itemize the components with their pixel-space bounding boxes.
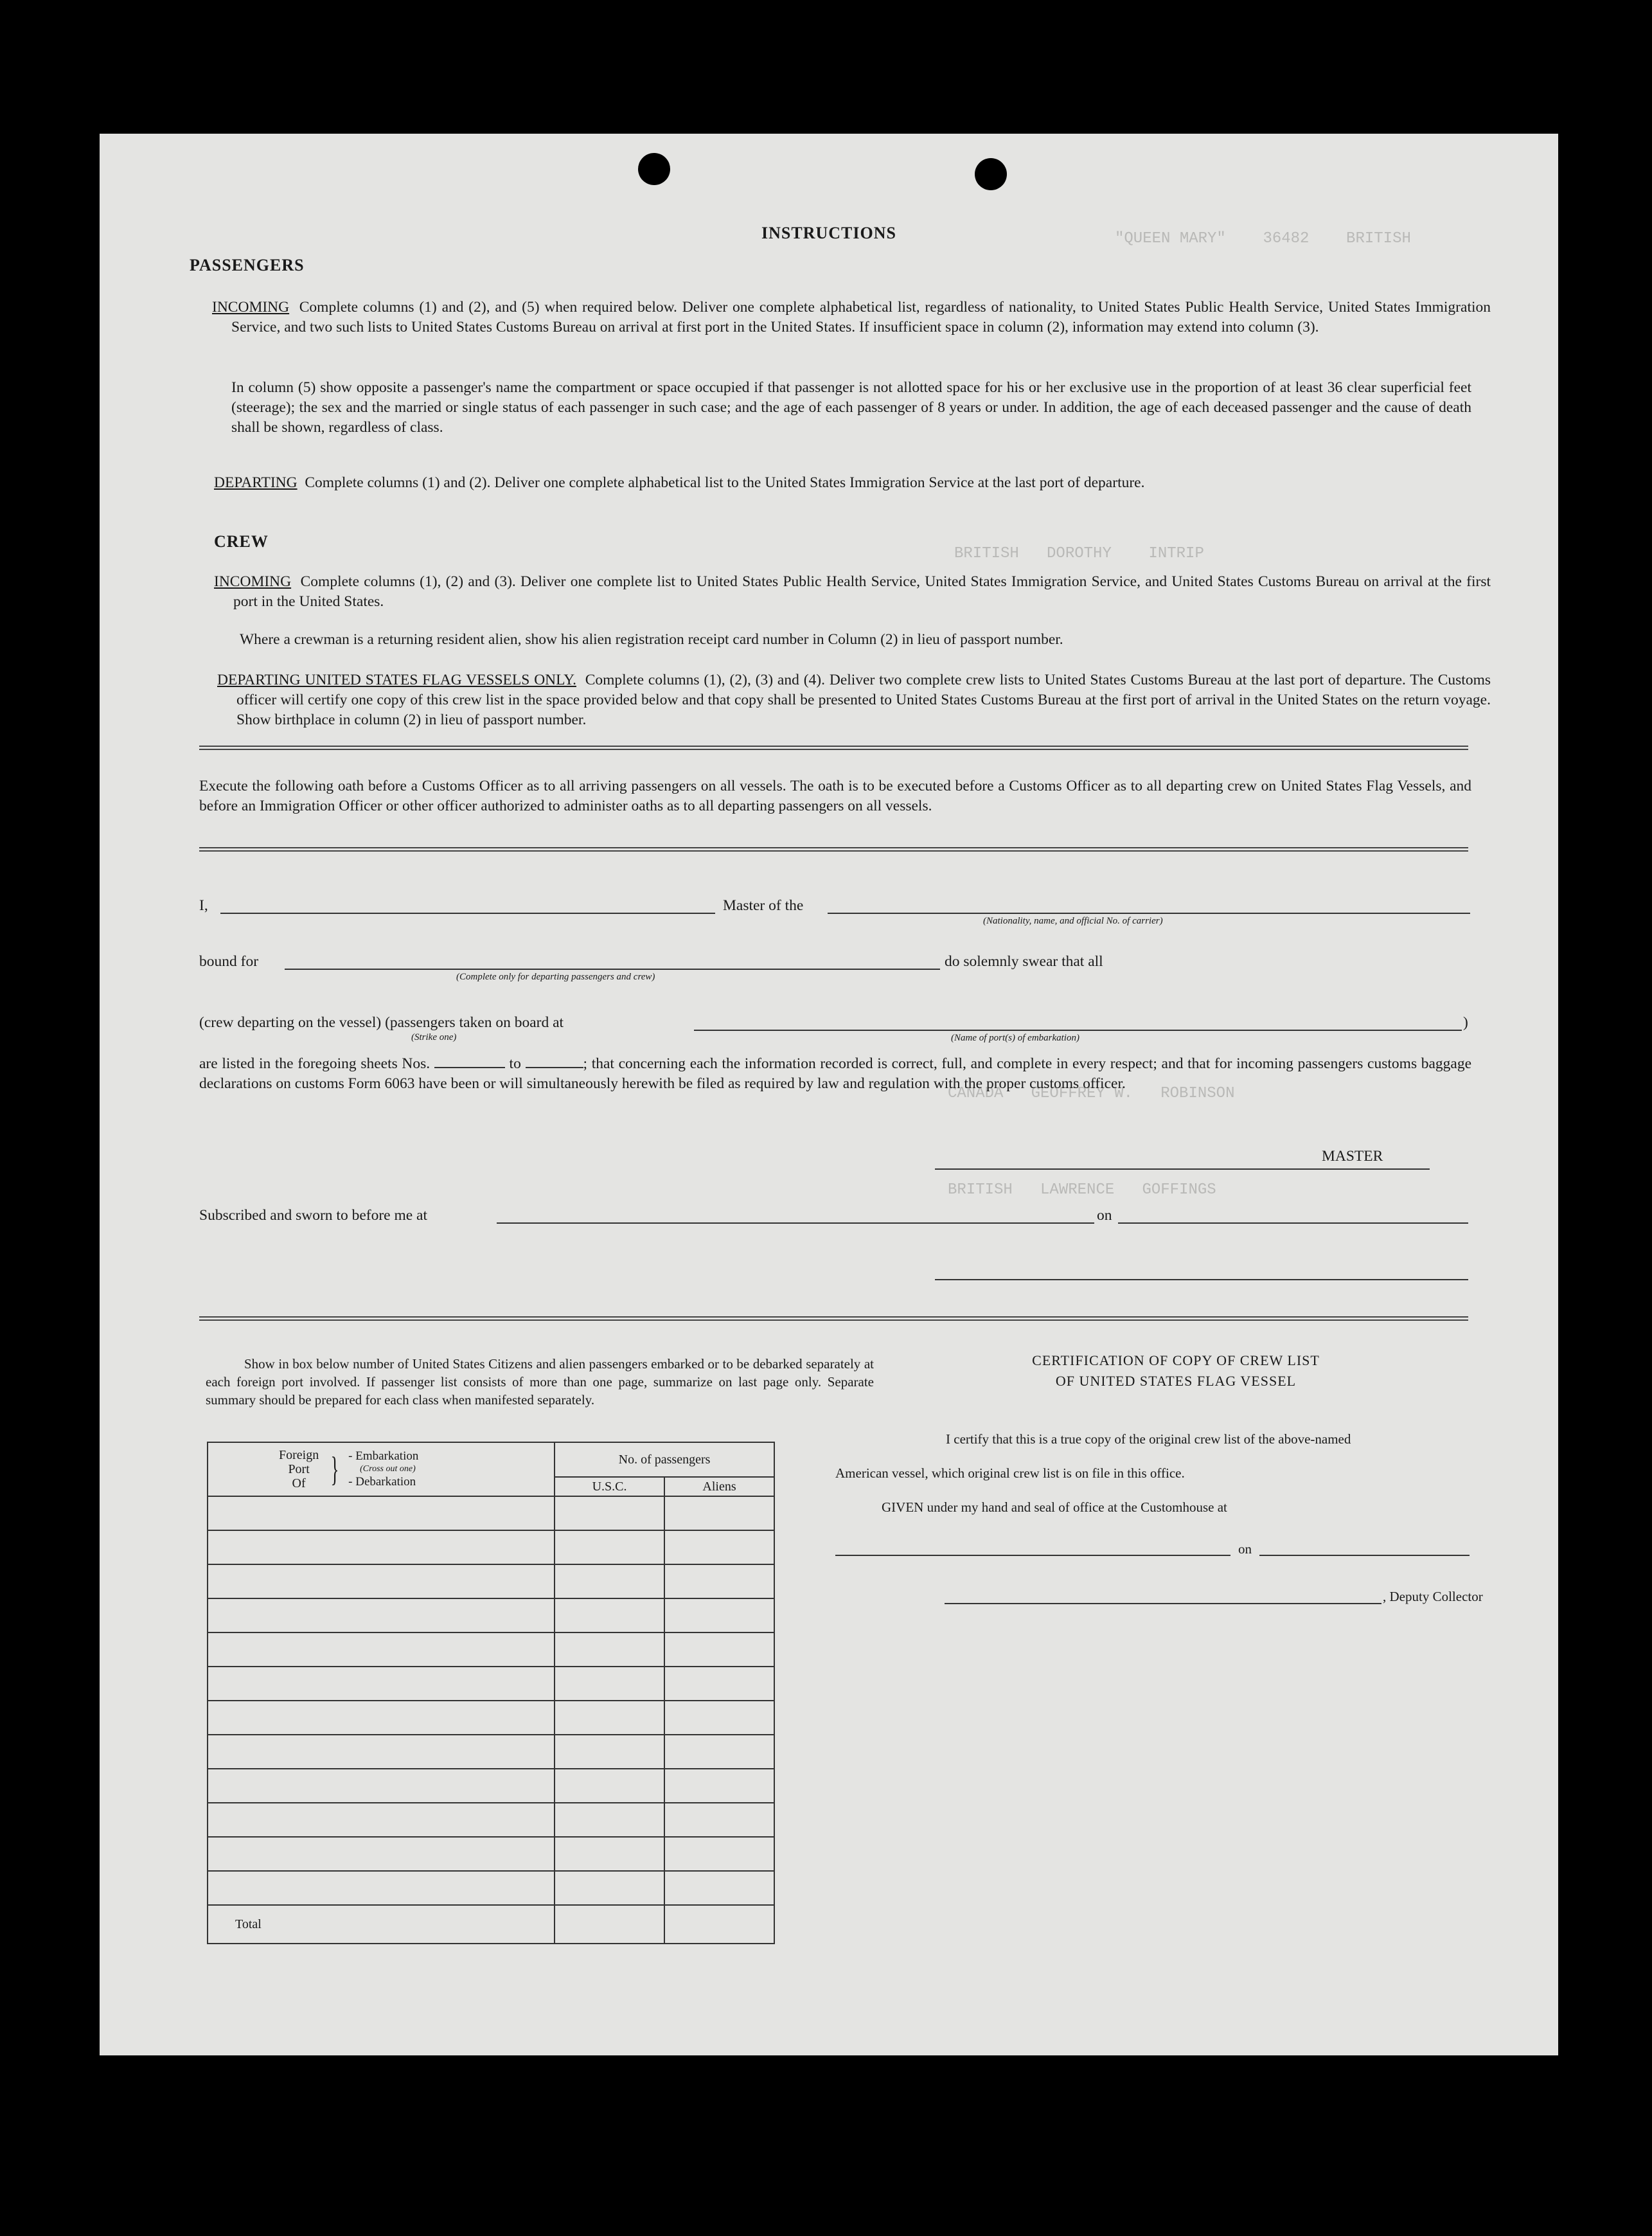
foreign-label: Foreign [279, 1448, 319, 1462]
usc-cell[interactable] [555, 1530, 664, 1564]
aliens-cell[interactable] [664, 1769, 774, 1803]
certification-title-line2: OF UNITED STATES FLAG VESSEL [1055, 1373, 1297, 1389]
usc-cell[interactable] [555, 1701, 664, 1735]
embark-debark-options [348, 1450, 418, 1489]
embarkation-port-field[interactable] [694, 1030, 1462, 1031]
aliens-cell[interactable] [664, 1496, 774, 1530]
listed-label: are listed in the foregoing sheets Nos. [199, 1055, 431, 1072]
usc-cell[interactable] [555, 1496, 664, 1530]
carrier-caption: (Nationality, name, and official No. of carrier) [983, 916, 1163, 926]
master-name-field[interactable] [220, 913, 715, 914]
oath-intro: Execute the following oath before a Customs Officer as to all arriving passengers on all vessels. The oath is to be executed before a Customs Officer as to all departing crew on United States Flag Vessels, and before an Immigration Officer or other officer authorized to administer oaths as to all departing passengers on all vessels. [199, 778, 1471, 814]
port-label: Port [288, 1462, 310, 1476]
total-label: Total [208, 1905, 555, 1944]
crew-incoming-text: Complete columns (1), (2) and (3). Deliver one complete list to United States Public Health Service, United States Immigration Service, and United States Customs Bureau on arrival at the first port in the United States. [233, 573, 1491, 610]
usc-cell[interactable] [555, 1735, 664, 1769]
subscribed-date-field[interactable] [1118, 1222, 1468, 1224]
bleed-through-text: CANADA GEOFFREY W. ROBINSON [948, 1085, 1235, 1102]
usc-cell[interactable] [555, 1871, 664, 1905]
crew-heading: CREW [214, 532, 269, 551]
master-label: MASTER [1322, 1148, 1383, 1165]
crew-departing-label: (crew departing on the vessel) (passengers taken on board at [199, 1014, 564, 1031]
port-header-cell [208, 1442, 555, 1496]
summary-caption: Show in box below number of United States Citizens and alien passengers embarked or to be debarked separately at each foreign port involved. If passenger list consists of more than one page, summarize on last page only. Separate summary should be prepared for each class when manifested separately. [206, 1356, 874, 1408]
carrier-field[interactable] [828, 913, 1470, 914]
deputy-collector-label: , Deputy Collector [1383, 1589, 1483, 1604]
aliens-cell[interactable] [664, 1598, 774, 1632]
bleed-through-text: BRITISH DOROTHY INTRIP [954, 545, 1204, 562]
embarkation-label: - Embarkation [348, 1449, 419, 1463]
bound-for-caption: (Complete only for departing passengers and crew) [456, 972, 655, 982]
passengers-heading: PASSENGERS [190, 256, 305, 274]
debarkation-label: - Debarkation [348, 1475, 416, 1489]
crew-flag-vessels [217, 670, 1491, 730]
passengers-departing [214, 473, 1491, 493]
aliens-cell[interactable] [664, 1632, 774, 1667]
punch-hole [975, 158, 1007, 190]
aliens-cell[interactable] [664, 1701, 774, 1735]
sheet-from-field[interactable] [434, 1067, 505, 1068]
aliens-cell[interactable] [664, 1735, 774, 1769]
usc-cell[interactable] [555, 1769, 664, 1803]
punch-hole [638, 153, 670, 185]
certification-title [903, 1350, 1449, 1391]
passengers-column5: In column (5) show opposite a passenger's name the compartment or space occupied if that passenger is not allotted space for his or her exclusive use in the proportion of at least 36 clear superficial feet (steerage); the sex and the married or single status of each passenger in such case; and the age of each passenger of 8 years or under. In addition, the age of each deceased passenger and the cause of death shall be shown, regardless of class. [231, 379, 1471, 436]
master-signature-field[interactable] [935, 1168, 1430, 1170]
certification-title-line1: CERTIFICATION OF COPY OF CREW LIST [1032, 1352, 1320, 1368]
port-cell[interactable] [208, 1735, 555, 1769]
strike-one-caption: (Strike one) [411, 1032, 457, 1042]
usc-cell[interactable] [555, 1667, 664, 1701]
departing-label: DEPARTING [214, 474, 298, 491]
aliens-cell[interactable] [664, 1837, 774, 1871]
port-cell[interactable] [208, 1530, 555, 1564]
divider [199, 847, 1468, 852]
departing-text: Complete columns (1) and (2). Deliver one complete alphabetical list to the United States Immigration Service at the last port of departure. [305, 474, 1145, 491]
subscribed-label: Subscribed and sworn to before me at [199, 1207, 428, 1224]
flag-vessels-text: Complete columns (1), (2), (3) and (4). Deliver two complete crew lists to United States Customs Bureau at the last port of departure. The Customs officer will certify one copy of this crew list in the space provided below and that copy shall be presented to United States Customs Bureau at the first port of arrival in the United States on the return voyage. Show birthplace in column (2) in lieu of passport number. [236, 672, 1491, 728]
certify-text: I certify that this is a true copy of the original crew list of the above-named [946, 1431, 1351, 1447]
usc-cell[interactable] [555, 1598, 664, 1632]
port-cell[interactable] [208, 1769, 555, 1803]
of-label: Of [292, 1476, 306, 1490]
oath-listed [199, 1054, 1471, 1094]
master-of-label: Master of the [723, 897, 804, 914]
usc-cell[interactable] [555, 1632, 664, 1667]
incoming-label: INCOMING [212, 299, 290, 316]
foreign-port-of [279, 1448, 319, 1490]
oath-i-label: I, [199, 897, 208, 914]
port-cell[interactable] [208, 1803, 555, 1837]
port-cell[interactable] [208, 1701, 555, 1735]
aliens-cell[interactable] [664, 1564, 774, 1598]
given-text: GIVEN under my hand and seal of office at the Customhouse at [882, 1499, 1227, 1515]
brace: } [330, 1450, 339, 1489]
port-cell[interactable] [208, 1496, 555, 1530]
bleed-through-text: "QUEEN MARY" 36482 BRITISH [1115, 230, 1411, 247]
customhouse-field[interactable] [835, 1555, 1230, 1556]
bound-for-field[interactable] [285, 969, 940, 970]
usc-cell[interactable] [555, 1803, 664, 1837]
port-cell[interactable] [208, 1632, 555, 1667]
aliens-cell[interactable] [664, 1530, 774, 1564]
page-title: INSTRUCTIONS [761, 224, 896, 242]
port-cell[interactable] [208, 1667, 555, 1701]
no-of-passengers-header: No. of passengers [555, 1442, 774, 1477]
listed-rest: ; that concerning each the information recorded is correct, full, and complete in every respect; and that for incoming passengers customs baggage declarations on customs Form 6063 have been or will simultaneously herewith be filed as required by law and regulation with the proper customs officer. [199, 1055, 1472, 1092]
usc-cell[interactable] [555, 1564, 664, 1598]
to-label: to [509, 1055, 521, 1072]
subscribed-on-label: on [1097, 1207, 1112, 1224]
divider [199, 746, 1468, 750]
swear-label: do solemnly swear that all [945, 953, 1103, 970]
aliens-header: Aliens [664, 1477, 774, 1496]
bleed-through-text: BRITISH LAWRENCE GOFFINGS [948, 1181, 1216, 1199]
aliens-cell[interactable] [664, 1667, 774, 1701]
subscribed-place-field[interactable] [497, 1222, 1094, 1224]
crew-resident-alien: Where a crewman is a returning resident alien, show his alien registration receipt card number in Column (2) in lieu of passport number. [240, 631, 1063, 648]
usc-header: U.S.C. [555, 1477, 664, 1496]
aliens-cell[interactable] [664, 1871, 774, 1905]
deputy-signature-field[interactable] [945, 1603, 1381, 1604]
incoming-text: Complete columns (1) and (2), and (5) when required below. Deliver one complete alphabetical list, regardless of nationality, to United States Public Health Service, United States Immigration Service, and two such lists to United States Customs Bureau on arrival at first port in the United States. If insufficient space in column (2), information may extend into column (3). [231, 299, 1491, 335]
divider [199, 1316, 1468, 1321]
cross-out-label: (Cross out one) [360, 1464, 416, 1474]
crew-incoming [214, 572, 1491, 612]
crew-incoming-label: INCOMING [214, 573, 292, 590]
passenger-summary-table [207, 1442, 775, 1944]
officer-signature-field[interactable] [935, 1279, 1468, 1280]
port-cell[interactable] [208, 1837, 555, 1871]
close-paren: ) [1463, 1014, 1468, 1031]
port-cell[interactable] [208, 1598, 555, 1632]
cert-on-label: on [1238, 1541, 1252, 1557]
port-caption: (Name of port(s) of embarkation) [951, 1033, 1079, 1043]
aliens-cell[interactable] [664, 1803, 774, 1837]
port-cell[interactable] [208, 1564, 555, 1598]
sheet-to-field[interactable] [526, 1067, 583, 1068]
american-vessel-text: American vessel, which original crew list is on file in this office. [835, 1465, 1185, 1481]
flag-vessels-label: DEPARTING UNITED STATES FLAG VESSELS ONLY. [217, 672, 576, 688]
cert-date-field[interactable] [1259, 1555, 1470, 1556]
total-usc-cell[interactable] [555, 1905, 664, 1944]
usc-cell[interactable] [555, 1837, 664, 1871]
passengers-incoming [212, 298, 1491, 337]
total-aliens-cell[interactable] [664, 1905, 774, 1944]
bound-for-label: bound for [199, 953, 259, 970]
port-cell[interactable] [208, 1871, 555, 1905]
